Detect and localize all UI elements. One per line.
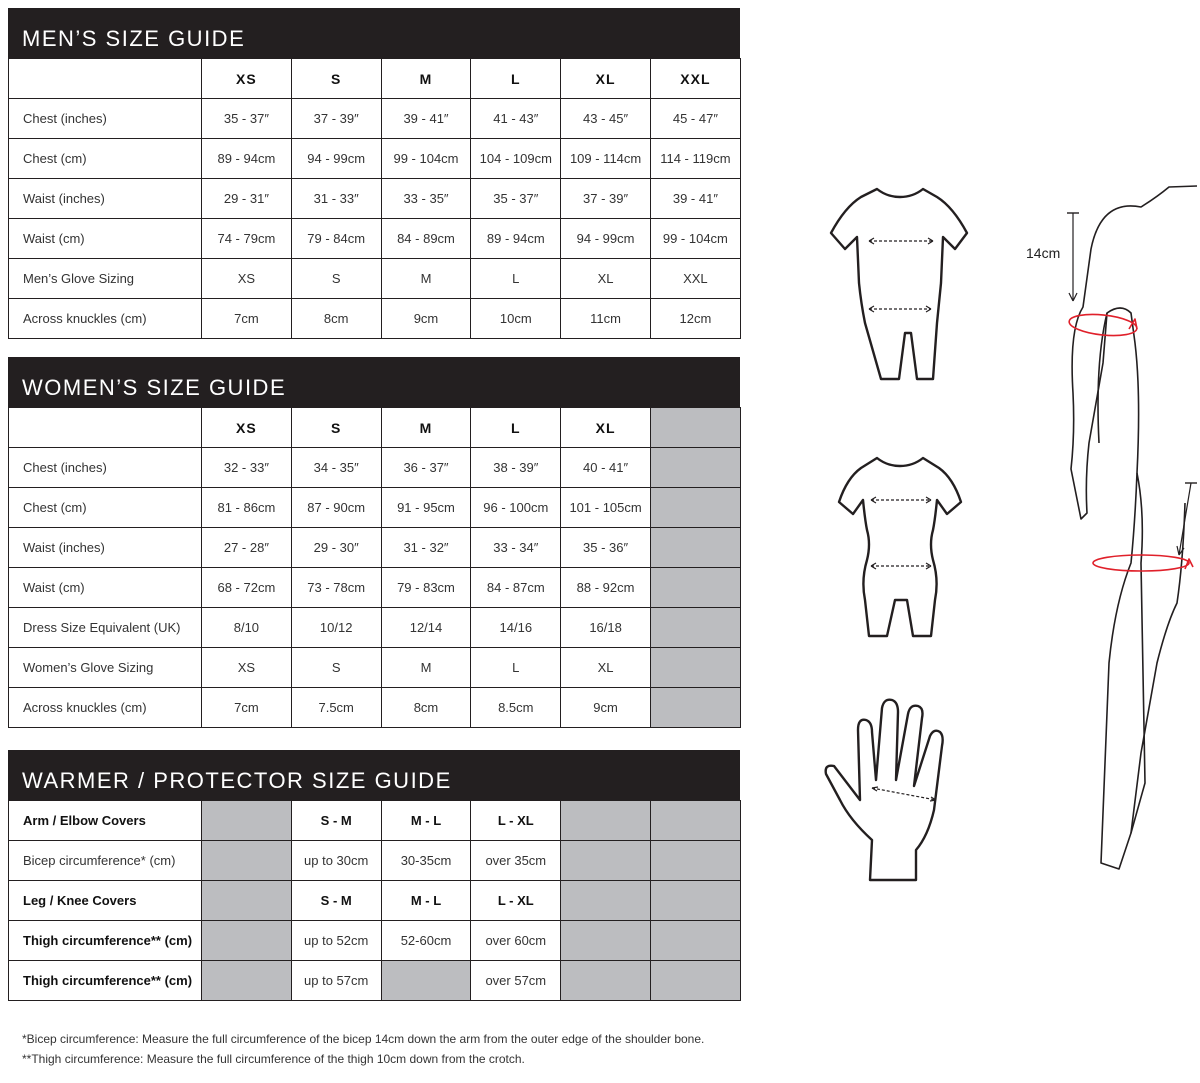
size-value-cell: 45 - 47″ (650, 99, 740, 139)
warmer-protector-size-guide (8, 750, 740, 1001)
table-row (9, 299, 741, 339)
size-value-cell: 14/16 (471, 608, 561, 648)
size-value-cell (561, 801, 651, 841)
row-label: Thigh circumference** (cm) (9, 961, 202, 1001)
arm-and-leg-measurement-icon (1045, 183, 1200, 873)
size-value-cell: 68 - 72cm (202, 568, 292, 608)
warmer-size-guide-title: WARMER / PROTECTOR SIZE GUIDE (8, 750, 740, 800)
size-value-cell: 35 - 37″ (471, 179, 561, 219)
size-value-cell: 109 - 114cm (561, 139, 651, 179)
size-value-cell (650, 961, 740, 1001)
size-value-cell: 43 - 45″ (561, 99, 651, 139)
women-size-header-row (9, 408, 741, 448)
size-value-cell: 34 - 35″ (291, 448, 381, 488)
size-header-cell: S (291, 408, 381, 448)
row-label: Chest (cm) (9, 488, 202, 528)
size-value-cell: 7cm (202, 299, 292, 339)
table-row (9, 488, 741, 528)
size-value-cell: 10cm (471, 299, 561, 339)
size-value-cell: M - L (381, 881, 471, 921)
size-value-cell (381, 961, 471, 1001)
size-value-cell (650, 488, 740, 528)
size-value-cell: up to 57cm (291, 961, 381, 1001)
row-label: Waist (inches) (9, 528, 202, 568)
womens-size-table (8, 407, 741, 728)
size-value-cell: 31 - 33″ (291, 179, 381, 219)
size-value-cell: 84 - 89cm (381, 219, 471, 259)
row-label: Chest (inches) (9, 99, 202, 139)
size-value-cell: L - XL (471, 881, 561, 921)
size-value-cell: 8/10 (202, 608, 292, 648)
size-value-cell: 8cm (381, 688, 471, 728)
size-value-cell: XS (202, 259, 292, 299)
row-label: Across knuckles (cm) (9, 688, 202, 728)
size-value-cell (561, 921, 651, 961)
size-value-cell (650, 881, 740, 921)
size-value-cell: L (471, 648, 561, 688)
size-value-cell: 114 - 119cm (650, 139, 740, 179)
size-value-cell (650, 688, 740, 728)
size-value-cell: XS (202, 648, 292, 688)
size-header-cell: L (471, 59, 561, 99)
size-value-cell: 87 - 90cm (291, 488, 381, 528)
table-row (9, 608, 741, 648)
mens-size-guide (8, 8, 740, 339)
table-row (9, 801, 741, 841)
table-row (9, 139, 741, 179)
size-value-cell (650, 448, 740, 488)
size-header-cell: M (381, 59, 471, 99)
row-label: Chest (inches) (9, 448, 202, 488)
size-value-cell: 32 - 33″ (202, 448, 292, 488)
size-value-cell: 30-35cm (381, 841, 471, 881)
size-value-cell (650, 568, 740, 608)
size-value-cell: 81 - 86cm (202, 488, 292, 528)
size-value-cell: over 60cm (471, 921, 561, 961)
size-value-cell: 37 - 39″ (561, 179, 651, 219)
row-label: Across knuckles (cm) (9, 299, 202, 339)
size-value-cell (650, 528, 740, 568)
size-value-cell (650, 608, 740, 648)
size-value-cell (650, 648, 740, 688)
mens-size-table (8, 58, 741, 339)
size-value-cell: 9cm (381, 299, 471, 339)
size-value-cell: 79 - 83cm (381, 568, 471, 608)
hand-icon (820, 690, 950, 885)
row-label: Waist (inches) (9, 179, 202, 219)
size-value-cell: M - L (381, 801, 471, 841)
size-value-cell: 73 - 78cm (291, 568, 381, 608)
size-value-cell: 96 - 100cm (471, 488, 561, 528)
size-value-cell: S (291, 259, 381, 299)
size-value-cell: 29 - 31″ (202, 179, 292, 219)
size-value-cell: 94 - 99cm (291, 139, 381, 179)
size-value-cell: 79 - 84cm (291, 219, 381, 259)
size-value-cell (650, 921, 740, 961)
table-row (9, 688, 741, 728)
size-value-cell: XL (561, 648, 651, 688)
size-header-cell: M (381, 408, 471, 448)
mens-wetsuit-icon (825, 183, 975, 383)
size-value-cell: over 57cm (471, 961, 561, 1001)
size-header-cell: XS (202, 59, 292, 99)
table-row (9, 179, 741, 219)
size-header-cell: S (291, 59, 381, 99)
size-value-cell: 12/14 (381, 608, 471, 648)
corner-cell (9, 408, 202, 448)
size-value-cell: 7cm (202, 688, 292, 728)
size-value-cell: 38 - 39″ (471, 448, 561, 488)
size-value-cell (650, 801, 740, 841)
warmer-size-table (8, 800, 741, 1001)
size-value-cell: 12cm (650, 299, 740, 339)
men-size-header-row (9, 59, 741, 99)
size-header-cell: L (471, 408, 561, 448)
size-value-cell: S - M (291, 881, 381, 921)
size-value-cell: 27 - 28″ (202, 528, 292, 568)
size-value-cell (202, 841, 292, 881)
size-value-cell: 33 - 34″ (471, 528, 561, 568)
mens-size-guide-title: MEN’S SIZE GUIDE (8, 8, 740, 58)
size-value-cell: 74 - 79cm (202, 219, 292, 259)
row-label: Chest (cm) (9, 139, 202, 179)
size-value-cell: 33 - 35″ (381, 179, 471, 219)
footnote-bicep: *Bicep circumference: Measure the full circumference of the bicep 14cm down the arm from the outer edge of the shoulder bone. (22, 1032, 705, 1046)
size-value-cell: 39 - 41″ (650, 179, 740, 219)
table-row (9, 648, 741, 688)
row-label: Waist (cm) (9, 219, 202, 259)
size-value-cell: 89 - 94cm (202, 139, 292, 179)
table-row (9, 259, 741, 299)
size-value-cell: S (291, 648, 381, 688)
size-value-cell: L (471, 259, 561, 299)
size-value-cell: up to 52cm (291, 921, 381, 961)
size-value-cell: up to 30cm (291, 841, 381, 881)
size-value-cell: S - M (291, 801, 381, 841)
row-label: Arm / Elbow Covers (9, 801, 202, 841)
size-value-cell: 37 - 39″ (291, 99, 381, 139)
size-value-cell: 35 - 36″ (561, 528, 651, 568)
row-label: Men’s Glove Sizing (9, 259, 202, 299)
size-value-cell: 31 - 32″ (381, 528, 471, 568)
size-value-cell: 9cm (561, 688, 651, 728)
womens-size-guide-title: WOMEN’S SIZE GUIDE (8, 357, 740, 407)
row-label: Waist (cm) (9, 568, 202, 608)
footnote-thigh: **Thigh circumference: Measure the full circumference of the thigh 10cm down from the crotch. (22, 1052, 525, 1066)
size-value-cell: M (381, 648, 471, 688)
size-value-cell (561, 841, 651, 881)
size-value-cell (650, 841, 740, 881)
size-value-cell: 89 - 94cm (471, 219, 561, 259)
size-value-cell: 99 - 104cm (650, 219, 740, 259)
size-value-cell (561, 881, 651, 921)
size-value-cell: 104 - 109cm (471, 139, 561, 179)
size-header-cell (650, 408, 740, 448)
size-value-cell: 11cm (561, 299, 651, 339)
arm-measurement-label: 14cm (1026, 245, 1061, 261)
size-value-cell: 101 - 105cm (561, 488, 651, 528)
size-value-cell: XL (561, 259, 651, 299)
womens-size-guide (8, 357, 740, 728)
size-value-cell (202, 881, 292, 921)
size-value-cell: 7.5cm (291, 688, 381, 728)
size-value-cell: L - XL (471, 801, 561, 841)
row-label: Leg / Knee Covers (9, 881, 202, 921)
womens-wetsuit-icon (835, 450, 965, 640)
corner-cell (9, 59, 202, 99)
table-row (9, 99, 741, 139)
size-value-cell: XXL (650, 259, 740, 299)
size-value-cell: 52-60cm (381, 921, 471, 961)
size-value-cell: 99 - 104cm (381, 139, 471, 179)
size-value-cell: 8.5cm (471, 688, 561, 728)
table-row (9, 448, 741, 488)
table-row (9, 528, 741, 568)
size-header-cell: XXL (650, 59, 740, 99)
size-value-cell: 16/18 (561, 608, 651, 648)
size-value-cell: 8cm (291, 299, 381, 339)
row-label: Dress Size Equivalent (UK) (9, 608, 202, 648)
table-row (9, 568, 741, 608)
size-value-cell: 41 - 43″ (471, 99, 561, 139)
size-value-cell: 84 - 87cm (471, 568, 561, 608)
table-row (9, 841, 741, 881)
size-value-cell (202, 961, 292, 1001)
size-header-cell: XL (561, 408, 651, 448)
row-label: Thigh circumference** (cm) (9, 921, 202, 961)
size-value-cell: 39 - 41″ (381, 99, 471, 139)
size-value-cell (561, 961, 651, 1001)
row-label: Women’s Glove Sizing (9, 648, 202, 688)
size-value-cell (202, 801, 292, 841)
size-header-cell: XS (202, 408, 292, 448)
table-row (9, 921, 741, 961)
table-row (9, 881, 741, 921)
size-value-cell: 88 - 92cm (561, 568, 651, 608)
size-value-cell: 91 - 95cm (381, 488, 471, 528)
size-value-cell: 36 - 37″ (381, 448, 471, 488)
size-value-cell: 29 - 30″ (291, 528, 381, 568)
size-value-cell: 94 - 99cm (561, 219, 651, 259)
table-row (9, 961, 741, 1001)
size-value-cell: 10/12 (291, 608, 381, 648)
size-value-cell: M (381, 259, 471, 299)
table-row (9, 219, 741, 259)
size-value-cell: 40 - 41″ (561, 448, 651, 488)
size-value-cell: over 35cm (471, 841, 561, 881)
size-value-cell (202, 921, 292, 961)
size-header-cell: XL (561, 59, 651, 99)
row-label: Bicep circumference* (cm) (9, 841, 202, 881)
size-value-cell: 35 - 37″ (202, 99, 292, 139)
